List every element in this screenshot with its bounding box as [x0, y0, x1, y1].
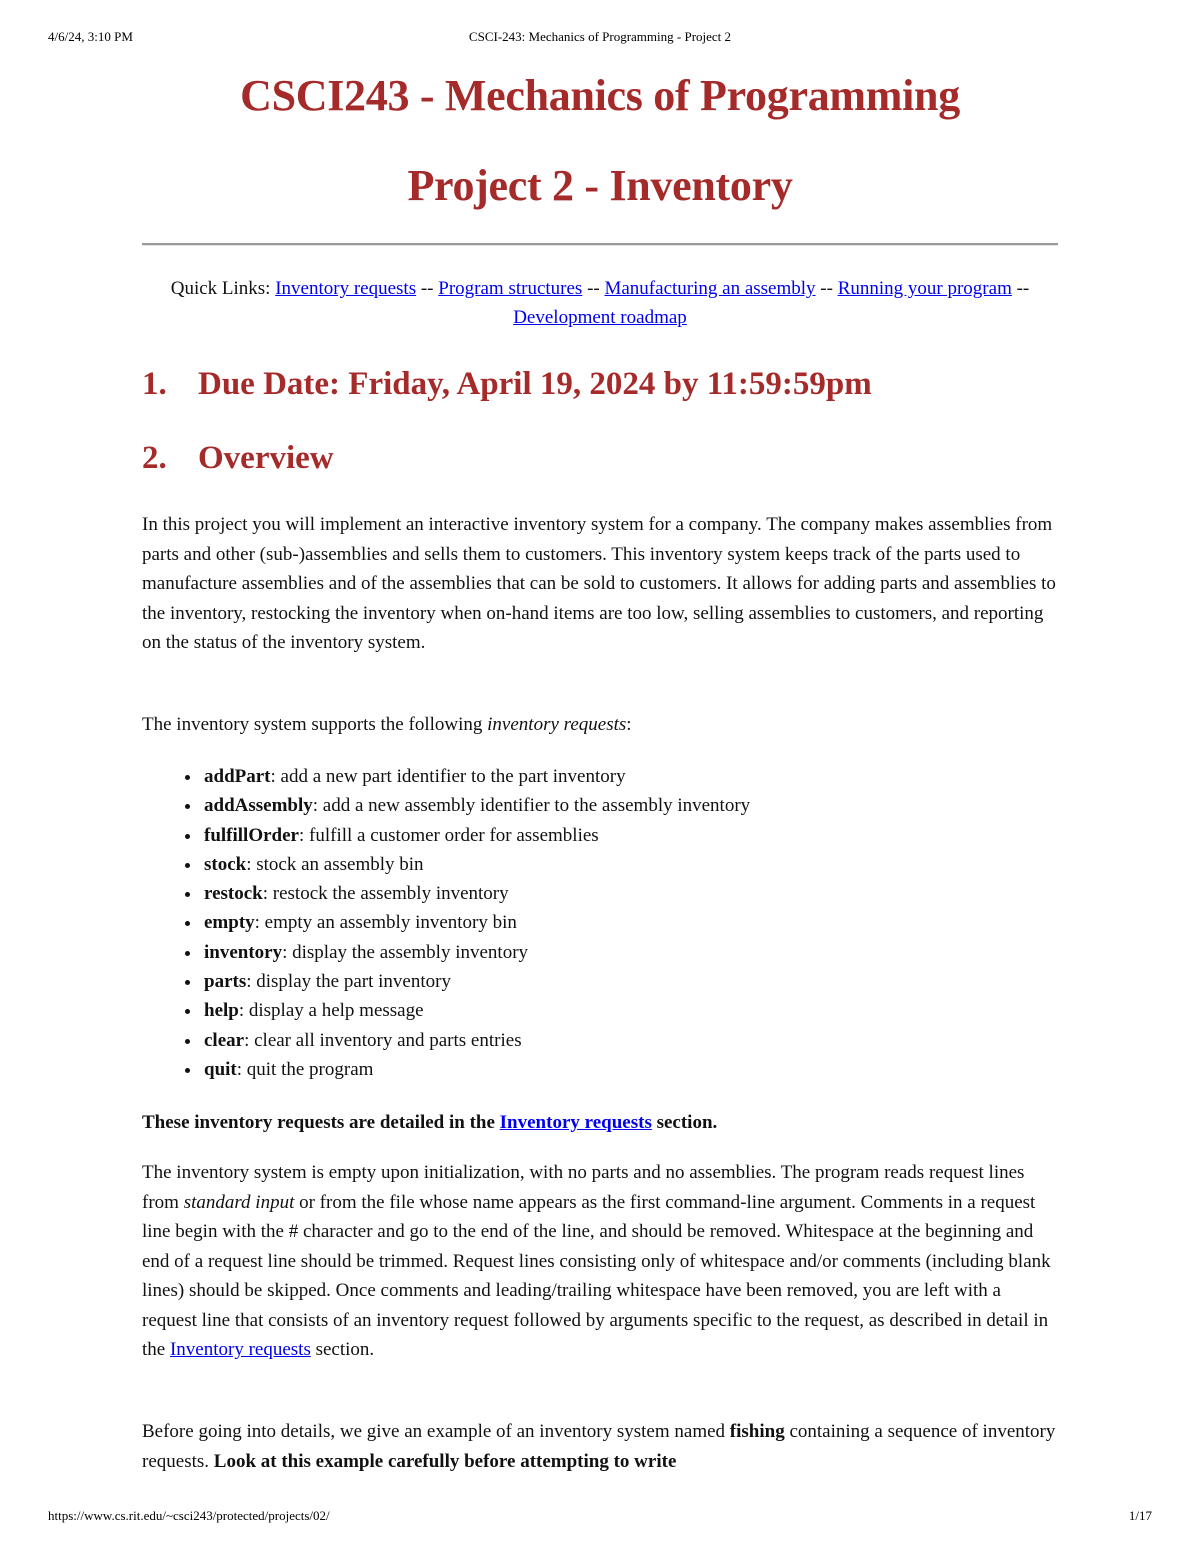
- request-name: help: [204, 1000, 239, 1022]
- link-separator: --: [815, 278, 838, 299]
- link-separator: --: [416, 278, 439, 299]
- paragraph-text: or from the file whose name appears as the first command-line argument. Comments in a request line begin with the # character and go to the end of the line, and should be removed. Whitespace at the beginning and end of a request line should be trimmed. Request lines consisting only of whitespace and/or comments (including blank lines) should be skipped. Once comments and leading/trailing whitespace have been removed, you are left with a request line that consists of an inventory request followed by arguments specific to the request, as described in detail in the: [142, 1191, 1051, 1360]
- print-page-number: 1/17: [1128, 1508, 1152, 1523]
- list-item: [202, 967, 750, 996]
- paragraph-text: containing a sequence of inventory requests.: [142, 1421, 1056, 1472]
- quick-links: [142, 274, 1058, 332]
- request-name: stock: [204, 853, 247, 875]
- request-name: quit: [204, 1058, 237, 1080]
- overview-paragraph: In this project you will implement an interactive inventory system for a company. The company makes assemblies from parts and other (sub-)assemblies and sells them to customers. This inventory system keeps track of the parts used to manufacture assemblies and of the assemblies that can be sold to customers. It allows for adding parts and assemblies to the inventory, restocking the inventory when on-hand items are too low, selling assemblies to customers, and reporting on the status of the inventory system.: [142, 514, 1056, 653]
- request-name: inventory: [204, 941, 283, 963]
- paragraph-text: Before going into details, we give an example of an inventory system named: [142, 1421, 730, 1442]
- link-separator: --: [582, 278, 605, 299]
- link-inventory-requests-inline-2[interactable]: Inventory requests: [169, 1339, 311, 1360]
- request-name: empty: [204, 912, 255, 934]
- request-desc: : quit the program: [236, 1058, 374, 1080]
- request-name: clear: [204, 1029, 245, 1051]
- section-number: 1.: [142, 366, 167, 402]
- paragraph-text: section.: [310, 1339, 375, 1360]
- link-program-structures[interactable]: Program structures: [438, 278, 583, 299]
- request-name: addAssembly: [204, 795, 313, 817]
- title-divider: [142, 243, 1058, 246]
- note-suffix: section.: [651, 1112, 718, 1133]
- requests-detail-note: [142, 1108, 1058, 1138]
- intro-text: The inventory system supports the following: [142, 714, 488, 735]
- section-heading: Overview: [198, 440, 334, 476]
- link-inventory-requests-inline[interactable]: Inventory requests: [499, 1112, 652, 1133]
- print-doc-title: CSCI-243: Mechanics of Programming - Project 2: [468, 29, 732, 44]
- list-item: [202, 879, 750, 908]
- link-separator: --: [1011, 278, 1030, 299]
- list-item: [202, 1055, 750, 1084]
- standard-input-emphasis: standard input: [183, 1191, 295, 1213]
- request-name: fulfillOrder: [204, 824, 299, 846]
- print-url: https://www.cs.rit.edu/~csci243/protected/projects/02/: [48, 1508, 330, 1523]
- list-item: [202, 1026, 750, 1055]
- list-item: [202, 821, 750, 850]
- quick-links-label: Quick Links:: [170, 278, 271, 299]
- section-number: 2.: [142, 440, 167, 476]
- request-desc: : clear all inventory and parts entries: [244, 1029, 522, 1051]
- link-manufacturing-assembly[interactable]: Manufacturing an assembly: [604, 278, 816, 299]
- section-heading: Due Date: Friday, April 19, 2024 by 11:59:59pm: [198, 366, 872, 402]
- requests-intro: [142, 710, 1058, 740]
- request-desc: : display a help message: [238, 1000, 424, 1022]
- section-due-date: [142, 366, 872, 403]
- paragraph-text: The inventory system is empty upon initialization, with no parts and no assemblies. The program reads request lines from: [142, 1162, 1025, 1213]
- request-desc: : display the part inventory: [246, 971, 451, 993]
- request-name: restock: [204, 883, 263, 905]
- list-item: [202, 791, 750, 820]
- request-desc: : fulfill a customer order for assemblies: [298, 824, 599, 846]
- list-item: [202, 762, 750, 791]
- intro-emphasis: inventory requests: [487, 714, 627, 735]
- input-processing-paragraph: [142, 1158, 1058, 1365]
- project-title: Project 2 - Inventory: [407, 161, 793, 210]
- request-desc: : display the assembly inventory: [282, 941, 529, 963]
- course-title: CSCI243 - Mechanics of Programming: [240, 71, 960, 120]
- request-desc: : stock an assembly bin: [246, 853, 424, 875]
- print-datetime: 4/6/24, 3:10 PM: [48, 29, 133, 44]
- request-desc: : add a new assembly identifier to the assembly inventory: [312, 795, 751, 817]
- link-running-program[interactable]: Running your program: [837, 278, 1012, 299]
- request-desc: : empty an assembly inventory bin: [254, 912, 517, 934]
- request-name: parts: [204, 971, 247, 993]
- list-item: [202, 908, 750, 937]
- fishing-bold: fishing: [729, 1421, 785, 1442]
- warning-bold: Look at this example carefully before attempting to write: [213, 1450, 677, 1472]
- intro-suffix: :: [626, 714, 632, 735]
- list-item: [202, 850, 750, 879]
- example-intro-paragraph: [142, 1417, 1058, 1476]
- request-desc: : restock the assembly inventory: [262, 883, 509, 905]
- note-text: These inventory requests are detailed in the: [142, 1112, 500, 1133]
- section-overview: [142, 440, 334, 477]
- list-item: [202, 938, 750, 967]
- request-desc: : add a new part identifier to the part inventory: [270, 766, 626, 787]
- list-item: [202, 996, 750, 1025]
- link-inventory-requests[interactable]: Inventory requests: [275, 278, 417, 299]
- request-name: addPart: [204, 766, 271, 787]
- requests-list: [142, 762, 750, 1084]
- link-development-roadmap[interactable]: Development roadmap: [513, 307, 687, 328]
